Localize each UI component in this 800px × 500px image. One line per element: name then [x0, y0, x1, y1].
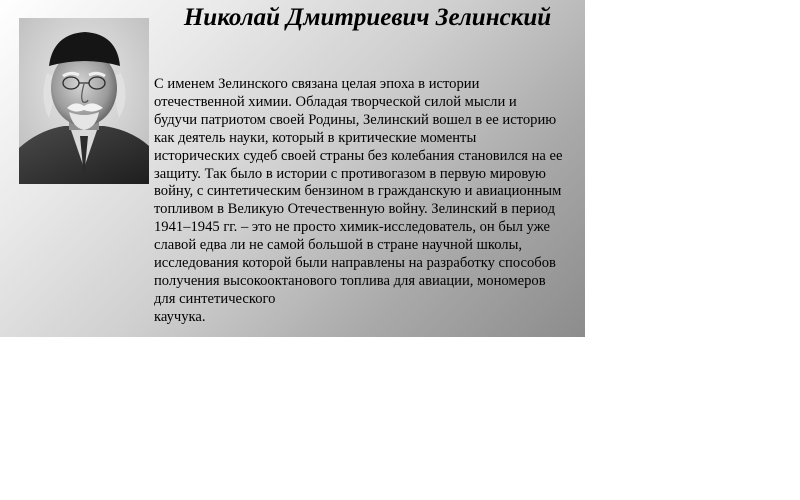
- slide: [0, 0, 585, 337]
- slide-title: Николай Дмитриевич Зелинский: [183, 4, 552, 31]
- biography-text: С именем Зелинского связана целая эпоха в истории отечественной химии. Обладая творческой силой мысли и будучи патриотом своей Родины, Зелинский вошел в ее историю как деятель науки, который в критические моменты исторических судеб своей страны без колебания становился на ее защиту. Так было в истории с противогазом в первую мировую войну, с синтетическим бензином в гражданскую и авиационным топливом в Великую Отечественную войну. Зелинский в период 1941–1945 гг. – это не просто химик-исследователь, он был уже славой едва ли не самой большой в стране научной школы, исследования которой были направлены на разработку способов получения высокооктанового топлива для авиации, мономеров для синтетического каучука.: [154, 76, 563, 325]
- portrait-photo: [19, 18, 149, 184]
